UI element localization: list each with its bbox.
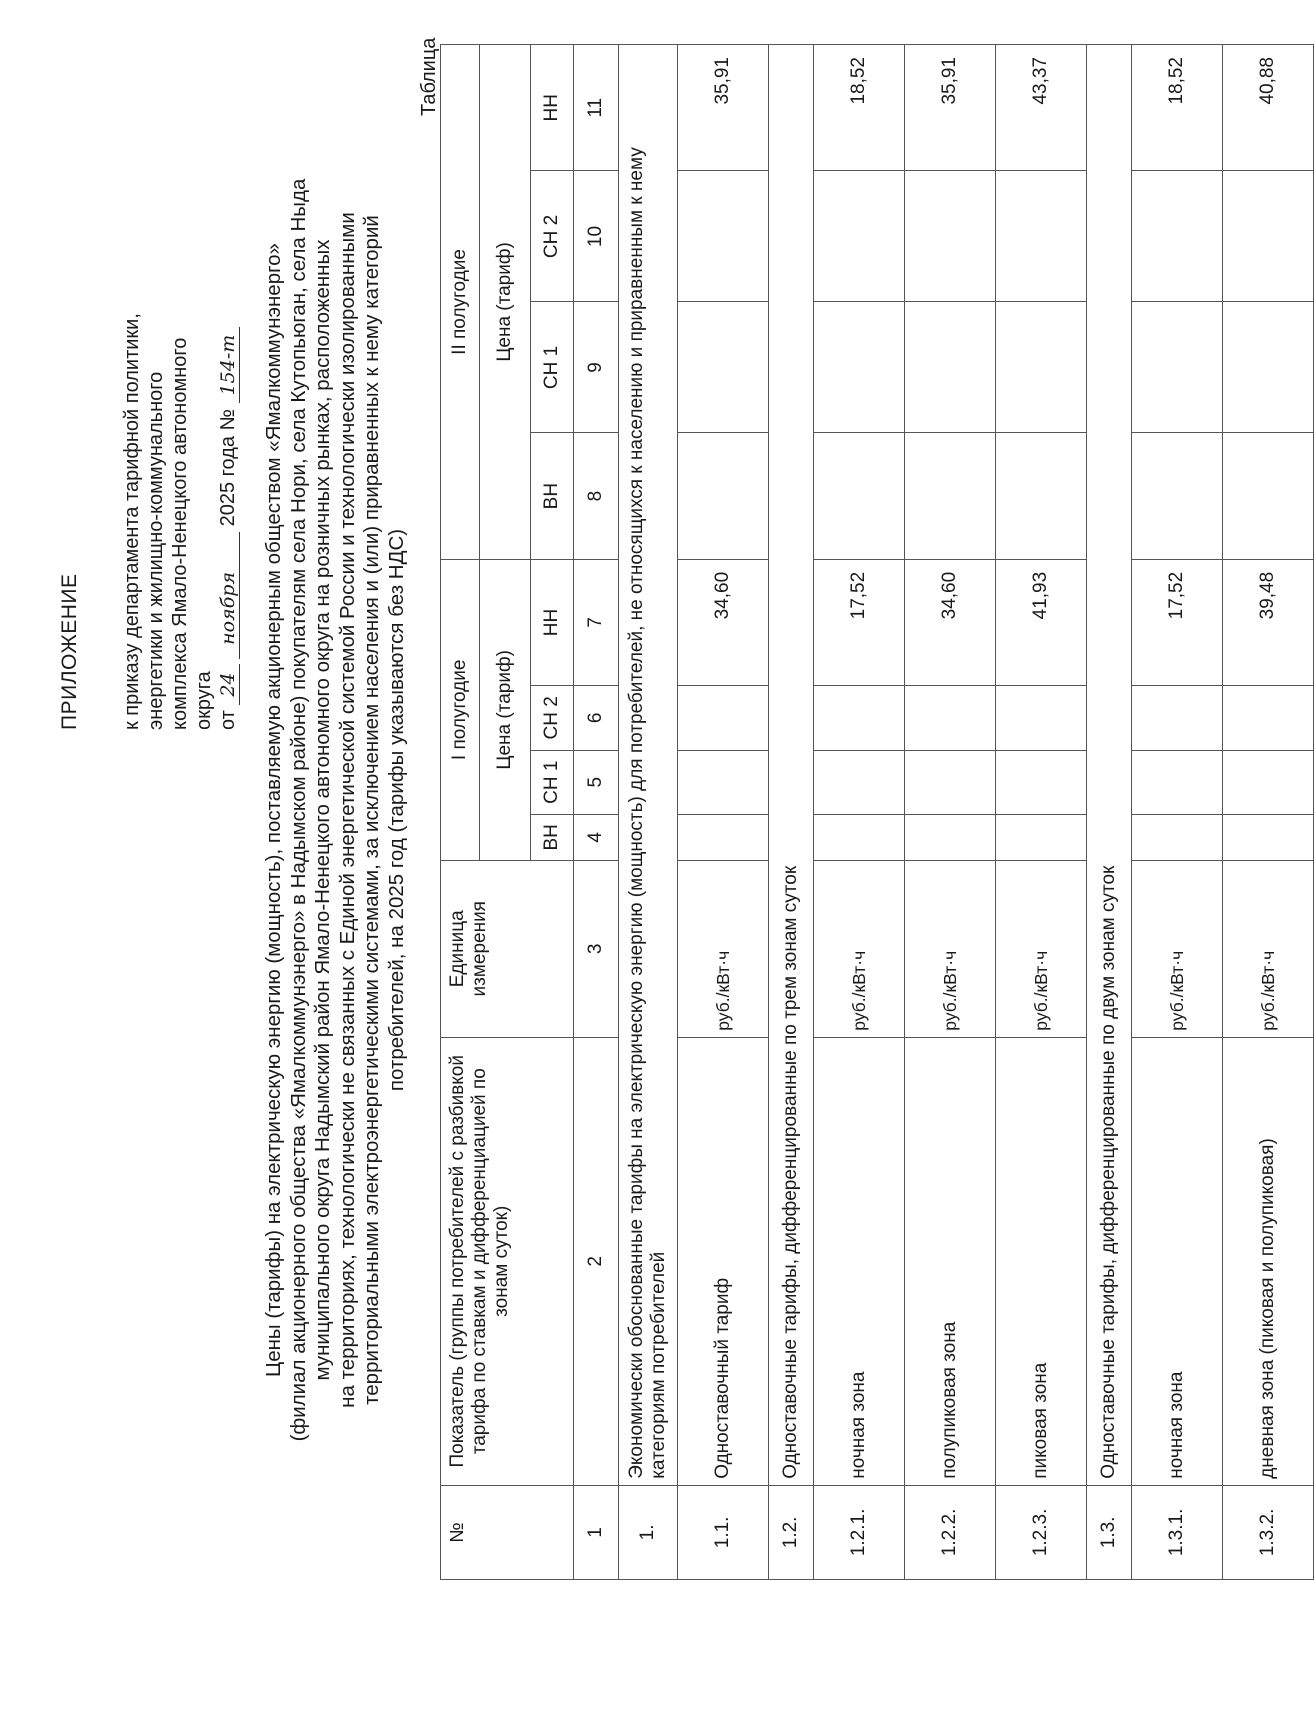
header-half2: II полугодие [441, 45, 480, 560]
heading-line: муниципального округа Надымский район Ямало-Ненецкого автономного округа на розничных рынках, расположенных [311, 239, 334, 1381]
header-no: № [441, 1485, 574, 1579]
document-heading [262, 150, 409, 1470]
row-value-nn-half2: 43,37 [996, 45, 1087, 172]
row-value-nn-half2: 18,52 [814, 45, 905, 172]
row-name: пиковая зона [996, 1037, 1087, 1485]
column-number: 1 [574, 1485, 619, 1579]
header-voltage: ВН [531, 433, 574, 559]
section-no: 1. [619, 1485, 678, 1579]
header-indicator: Показатель (группы потребителей с разбивкой тарифа по ставкам и дифференциацией по зонам суток) [441, 1037, 574, 1485]
header-voltage: СН 2 [531, 686, 574, 750]
section-no: 1.3. [1087, 1485, 1132, 1579]
row-name: дневная зона (пиковая и полупиковая) [1223, 1037, 1314, 1485]
row-unit: руб./кВт·ч [1132, 860, 1223, 1037]
column-number: 5 [574, 750, 619, 814]
appendix-line: энергетики и жилищно-коммунального [145, 371, 167, 730]
row-name: ночная зона [814, 1037, 905, 1485]
row-unit: руб./кВт·ч [905, 860, 996, 1037]
header-voltage: НН [531, 45, 574, 172]
table-row [996, 45, 1087, 1580]
row-value-nn-half2: 35,91 [678, 45, 769, 172]
heading-line: территориальными электроэнергетическими системами, за исключением населения и (или) приравненных к нему категорий [360, 215, 383, 1405]
appendix-line: комплекса Ямало-Ненецкого автономного [169, 337, 191, 730]
table-row [1223, 45, 1314, 1580]
section-title: Одноставочные тарифы, дифференцированные по двум зонам суток [1087, 45, 1132, 1486]
tariff-table [440, 44, 1314, 1580]
heading-line: на территориях, технологически не связанных с Единой энергетической системой России и технологически изолированными [335, 212, 359, 1408]
row-unit: руб./кВт·ч [1223, 860, 1314, 1037]
row-unit: руб./кВт·ч [814, 860, 905, 1037]
row-no: 1.3.2. [1223, 1485, 1314, 1579]
section-title: Экономически обоснованные тарифы на электрическую энергию (мощность) для потребителей, не относящихся к населению и приравненным к нему категориям потребителей [619, 45, 678, 1486]
table-row [678, 45, 769, 1580]
column-number: 11 [574, 45, 619, 172]
order-number-handwritten: 154-т [217, 327, 240, 404]
date-year-label: 2025 года № [217, 409, 239, 527]
row-name: ночная зона [1132, 1037, 1223, 1485]
row-value-nn-half2: 35,91 [905, 45, 996, 172]
row-unit: руб./кВт·ч [996, 860, 1087, 1037]
header-voltage: НН [531, 559, 574, 685]
appendix-line: к приказу департамента тарифной политики, [121, 313, 143, 730]
table-caption: Таблица [418, 37, 440, 116]
appendix-line: округа [193, 671, 215, 730]
row-value-nn-half2: 18,52 [1132, 45, 1223, 172]
section-title: Одноставочные тарифы, дифференцированные по трем зонам суток [769, 45, 814, 1486]
row-value-nn-half2: 40,88 [1223, 45, 1314, 172]
row-value-nn-half1: 34,60 [678, 559, 769, 685]
row-value-nn-half1: 41,93 [996, 559, 1087, 685]
header-half1: I полугодие [441, 559, 480, 860]
column-number: 4 [574, 814, 619, 860]
row-value-nn-half1: 17,52 [1132, 559, 1223, 685]
date-day-handwritten: 24 [217, 664, 240, 704]
row-no: 1.2.2. [905, 1485, 996, 1579]
heading-line: Цены (тарифы) на электрическую энергию (мощность), поставляемую акционерным обществом «Ямалкоммунэнерго» [262, 243, 285, 1377]
date-prefix: от [217, 710, 239, 730]
row-name: полупиковая зона [905, 1037, 996, 1485]
section-no: 1.2. [769, 1485, 814, 1579]
appendix-title: ПРИЛОЖЕНИЕ [58, 573, 81, 730]
table-row [1132, 45, 1223, 1580]
header-voltage: СН 2 [531, 171, 574, 302]
order-date-line [216, 170, 240, 730]
header-price-half2: Цена (тариф) [480, 45, 531, 560]
row-no: 1.3.1. [1132, 1485, 1223, 1579]
column-number: 2 [574, 1037, 619, 1485]
row-value-nn-half1: 17,52 [814, 559, 905, 685]
header-price-half1: Цена (тариф) [480, 559, 531, 860]
row-no: 1.2.1. [814, 1485, 905, 1579]
column-number: 7 [574, 559, 619, 685]
row-name: Одноставочный тариф [678, 1037, 769, 1485]
row-no: 1.2.3. [996, 1485, 1087, 1579]
heading-line: потребителей, на 2025 год (тарифы указываются без НДС) [384, 528, 408, 1092]
appendix-reference [120, 170, 240, 730]
column-number: 8 [574, 433, 619, 559]
heading-line: (филиал акционерного общества «Ямалкоммунэнерго» в Надымском районе) покупателям села Нори, села Кутопьюган, села Ныда [286, 178, 310, 1442]
column-number: 3 [574, 860, 619, 1037]
header-voltage: ВН [531, 814, 574, 860]
table-row [905, 45, 996, 1580]
row-value-nn-half1: 34,60 [905, 559, 996, 685]
header-voltage: СН 1 [531, 302, 574, 433]
column-number: 10 [574, 171, 619, 302]
column-number: 6 [574, 686, 619, 750]
header-voltage: СН 1 [531, 750, 574, 814]
date-month-handwritten: ноября [217, 532, 240, 659]
column-number: 9 [574, 302, 619, 433]
header-unit: Единица измерения [441, 860, 574, 1037]
row-no: 1.1. [678, 1485, 769, 1579]
table-row [814, 45, 905, 1580]
row-value-nn-half1: 39,48 [1223, 559, 1314, 685]
row-unit: руб./кВт·ч [678, 860, 769, 1037]
